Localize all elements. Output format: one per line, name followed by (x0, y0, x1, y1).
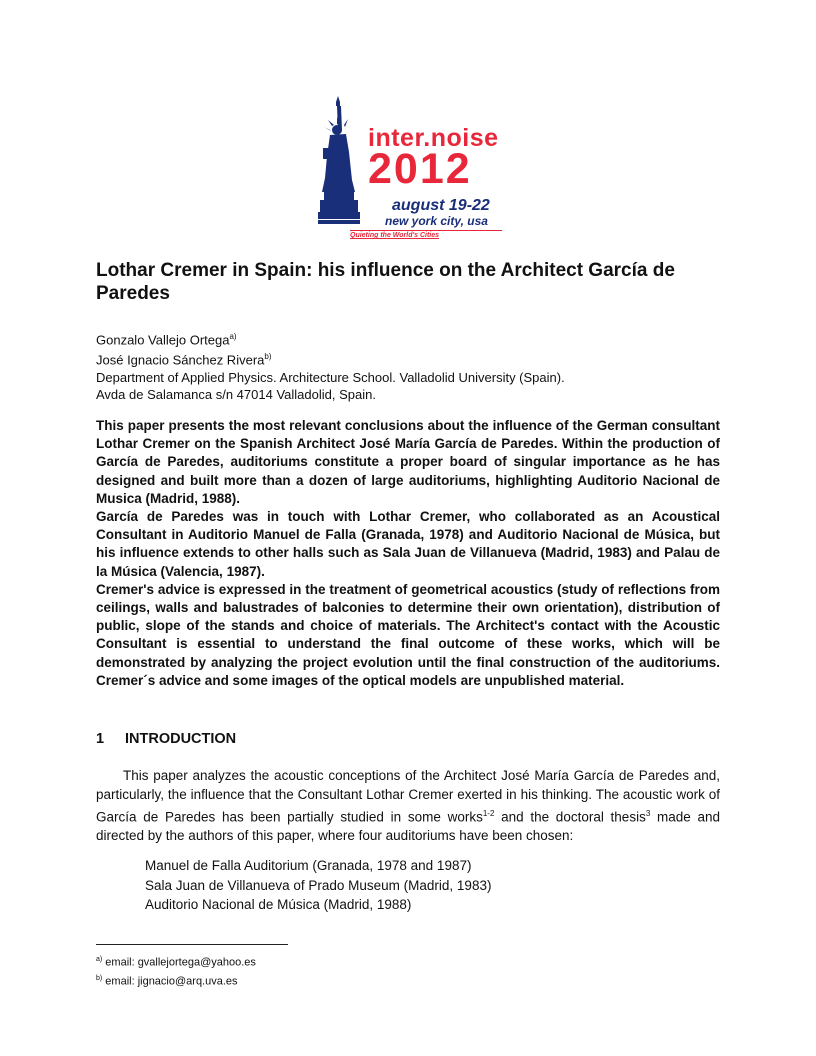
citation-ref: 1-2 (482, 808, 495, 818)
logo-text-dates: august 19-22 (392, 197, 490, 214)
intro-paragraph: This paper analyzes the acoustic conceptions of the Architect José María García de Paredes and, particularly, the influence that the Consultant Lothar Cremer exerted in his thinking. The acoustic work of García de Paredes has been partially studied in some works$^{1-2}$ and the doctoral thesis$^3$ made and directed by the authors of this paper, where four auditoriums have been chosen: (96, 768, 720, 843)
abstract (96, 417, 720, 690)
author-1: Gonzalo Vallejo Ortega$^{a)}$ (96, 332, 237, 348)
address: Avda de Salamanca s/n 47014 Valladolid, Spain. (96, 386, 376, 402)
logo-text-location: new york city, usa (385, 214, 488, 228)
footnotes (96, 952, 256, 989)
auditorium-list (145, 856, 491, 915)
footnote-a: $^{a)}$ email: gvallejortega@yahoo.es (96, 956, 256, 969)
authors-block (96, 328, 736, 403)
author-1-mark: a) (229, 332, 237, 341)
list-item: Manuel de Falla Auditorium (Granada, 1978 and 1987) (145, 858, 472, 873)
abstract-paragraph: Cremer's advice is expressed in the treatment of geometrical acoustics (study of reflections from ceilings, walls and balustrades of balconies to determine their own orientation), distribution of public, slope of the stands and choice of materials. The Architect's contact with the Acoustic Consultant is essential to understand the final outcome of these works, which will be demonstrated by analyzing the project evolution until the final construction of the auditoriums. Cremer´s advice and some images of the optical models are unpublished material. (96, 581, 720, 688)
citation-ref: 3 (645, 808, 651, 818)
abstract-paragraph: García de Paredes was in touch with Lothar Cremer, who collaborated as an Acoustical Consultant in Auditorio Manuel de Falla (Granada, 1978) and Auditorio Nacional de Música, but his influence extends to other halls such as Sala Juan de Villanueva (Madrid, 1983) and Palau de la Música (Valencia, 1987). (96, 509, 720, 579)
logo-text-tagline: Quieting the World's Cities (350, 232, 440, 239)
footnote-b: $^{b)}$ email: jignacio@arq.uva.es (96, 974, 238, 988)
list-item: Auditorio Nacional de Música (Madrid, 1988) (145, 897, 412, 912)
list-item: Sala Juan de Villanueva of Prado Museum (Madrid, 1983) (145, 877, 492, 893)
section-title: INTRODUCTION (125, 731, 237, 747)
logo-text-year: 2012 (368, 145, 472, 193)
conference-logo (318, 96, 502, 246)
paper-title: Lothar Cremer in Spain: his influence on the Architect García de Paredes (96, 260, 675, 304)
section-heading (96, 731, 236, 747)
affiliation: Department of Applied Physics. Architecture School. Valladolid University (Spain). (96, 369, 565, 385)
email-a: email: gvallejortega@yahoo.es (102, 956, 256, 969)
section-number: 1 (96, 731, 105, 747)
logo-text-internoise: inter.noise (368, 124, 499, 152)
footnote-divider (96, 944, 288, 945)
abstract-paragraph: This paper presents the most relevant conclusions about the influence of the German consultant Lothar Cremer on the Spanish Architect José María García de Paredes. Within the production of García de Paredes, auditoriums constitute a proper board of singular importance as he has designed and built more than a dozen of large auditoriums, highlighting Auditorio Nacional de Musica (Madrid, 1988). (96, 418, 720, 506)
author-2-mark: b) (264, 352, 272, 362)
author-2: José Ignacio Sánchez Rivera$^{b)}$ (96, 352, 272, 368)
email-b: email: jignacio@arq.uva.es (102, 975, 238, 988)
